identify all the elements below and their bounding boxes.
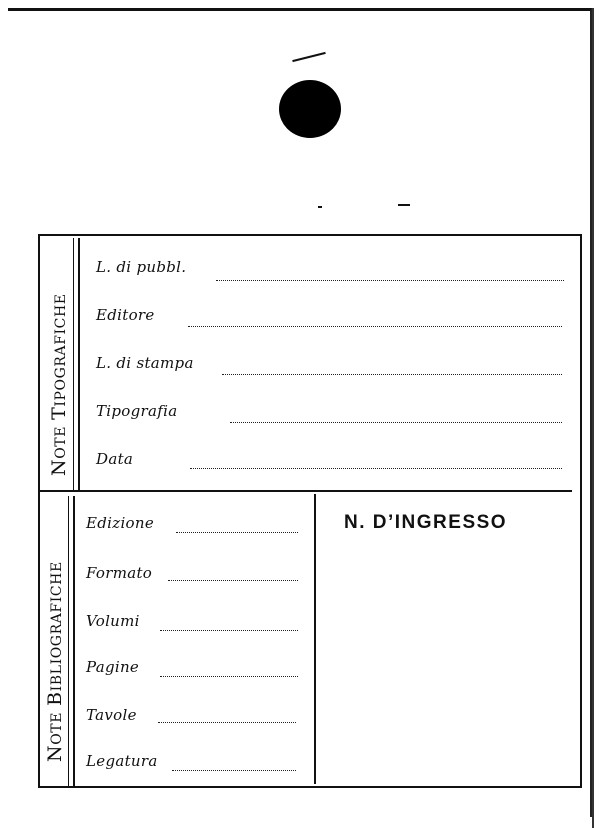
field-label-tipografia: Tipografia (96, 402, 178, 420)
section-divider-rule (73, 238, 74, 490)
field-label-luogo-pubblicazione: L. di pubbl. (96, 258, 187, 276)
field-label-editore: Editore (96, 306, 155, 324)
field-line[interactable] (160, 676, 298, 677)
field-label-data: Data (96, 450, 134, 468)
section-divider-rule (73, 496, 75, 786)
section-divider-rule (78, 238, 80, 490)
field-line[interactable] (222, 374, 562, 375)
field-line[interactable] (160, 630, 298, 631)
field-label-formato: Formato (86, 564, 153, 582)
field-label-tavole: Tavole (86, 706, 137, 724)
punch-hole (279, 80, 341, 138)
ingresso-divider (314, 494, 316, 784)
section-divider-rule (68, 496, 69, 786)
accession-number-label: N. D’INGRESSO (344, 512, 508, 533)
card-right-edge (592, 8, 594, 828)
section-separator (40, 490, 572, 492)
field-line[interactable] (172, 770, 296, 771)
field-line[interactable] (216, 280, 564, 281)
section-title-bibliografiche: NOTE BIBLIOGRAFICHE (44, 561, 66, 762)
field-label-pagine: Pagine (86, 658, 140, 676)
scan-mark (398, 204, 410, 206)
section-title-tipografiche: NOTE TIPOGRAFICHE (48, 293, 70, 476)
field-label-edizione: Edizione (86, 514, 155, 532)
scan-mark (318, 206, 322, 208)
field-label-volumi: Volumi (86, 612, 140, 630)
field-line[interactable] (176, 532, 298, 533)
field-line[interactable] (168, 580, 298, 581)
field-line[interactable] (190, 468, 562, 469)
field-line[interactable] (230, 422, 562, 423)
field-label-luogo-stampa: L. di stampa (96, 354, 194, 372)
field-line[interactable] (188, 326, 562, 327)
field-line[interactable] (158, 722, 296, 723)
field-label-legatura: Legatura (86, 752, 158, 770)
accession-number-field[interactable] (318, 546, 574, 782)
